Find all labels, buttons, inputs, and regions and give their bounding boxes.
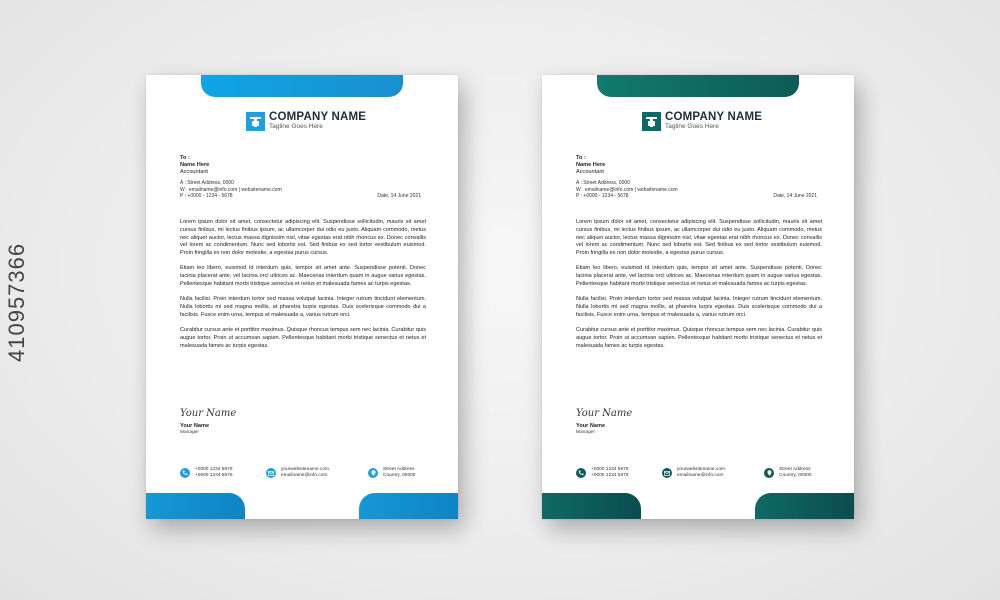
footer-address xyxy=(368,467,415,480)
footer-phone xyxy=(576,467,628,480)
top-accent-tab xyxy=(597,75,799,97)
bottom-left-accent xyxy=(146,493,245,519)
body-paragraph: Lorem ipsum dolor sit amet, consectetur adipiscing elit. Suspendisse sollicitudin, mauris sit amet cursus finibus, mi lectus finibus ipsum, ac ullamcorper dui odio eu justo. Aliquam commodo, metus nec aliquet auctor, lectus massa dignissim nisl, vitae egestas erat nibh rhoncus ex. Donec convallis vel lorem ac condimentum. Nunc sed lobortis est. Sed finibus ex sed tortor vestibulum euismod. Proin fringilla ex non dolor molestie, a egestas purus cursus. xyxy=(180,219,426,257)
signature-script: Your Name xyxy=(180,408,237,419)
footer-website: yourwebsitename.com xyxy=(677,467,725,472)
to-label: To : xyxy=(180,155,190,161)
footer-street: Street Address xyxy=(383,467,415,472)
logo-icon xyxy=(642,112,661,131)
phone-icon xyxy=(180,468,190,478)
signature-script: Your Name xyxy=(576,408,633,419)
signature-role: Manager xyxy=(576,430,595,435)
to-label: To : xyxy=(576,155,586,161)
body-paragraph: Lorem ipsum dolor sit amet, consectetur adipiscing elit. Suspendisse sollicitudin, mauris sit amet cursus finibus, mi lectus finibus ipsum, ac ullamcorper dui odio eu justo. Aliquam commodo, metus nec aliquet auctor, lectus massa dignissim nisl, vitae egestas erat nibh rhoncus ex. Donec convallis vel lorem ac condimentum. Nunc sed lobortis est. Sed finibus ex sed tortor vestibulum euismod. Proin fringilla ex non dolor molestie, a egestas purus cursus. xyxy=(576,219,822,257)
logo-icon xyxy=(246,112,265,131)
recipient-block xyxy=(576,155,605,176)
recipient-block xyxy=(180,155,209,176)
footer-email: emailname@info.com xyxy=(677,473,724,479)
company-logo xyxy=(246,111,366,131)
bottom-right-accent xyxy=(755,493,854,519)
letter-date: Date, 14 June 2021 xyxy=(377,193,421,199)
recipient-role: Accountant xyxy=(180,169,208,175)
footer-phone-1: +0000 1234 5678 xyxy=(591,467,629,472)
stock-id-text: 410957366 xyxy=(4,242,29,362)
top-accent-tab xyxy=(201,75,403,97)
footer-phone-2: +0000 1234 5678 xyxy=(195,473,233,479)
letter-date: Date, 14 June 2021 xyxy=(773,193,817,199)
address-line: A : Street Address, 0000 xyxy=(576,180,630,186)
footer-email: emailname@info.com xyxy=(281,473,328,479)
address-line: A : Street Address, 0000 xyxy=(180,180,234,186)
footer-website: yourwebsitename.com xyxy=(281,467,329,472)
address-block xyxy=(180,180,282,200)
signature-role: Manager xyxy=(180,430,199,435)
letterhead-teal xyxy=(542,75,854,519)
letter-body xyxy=(180,219,426,358)
body-paragraph: Curabitur cursus ante et porttitor maximus. Quisque rhoncus tempus sem nec lacinia. Curabitur quis augue tortor. Proin ut accumsan sapien. Pellentesque habitant morbi tristique senectus et netus et malesuada fames ac turpis egestas. xyxy=(576,327,822,349)
bottom-right-accent xyxy=(359,493,458,519)
location-icon xyxy=(764,468,774,478)
phone-icon xyxy=(576,468,586,478)
recipient-role: Accountant xyxy=(576,169,604,175)
footer-address xyxy=(764,467,811,480)
letter-body xyxy=(576,219,822,358)
footer-web xyxy=(266,467,329,480)
recipient-name: Name Here xyxy=(180,162,210,168)
signature-name: Your Name xyxy=(576,423,606,429)
body-paragraph: Nulla facilisi. Proin interdum tortor sed massa volutpat lacinia. Integer rutrum tincidunt elementum. Nulla lobortis mi sed magna mollis, at pharetra turpis egestas. Duis scelerisque commodo dui a facilisis. Fusce enim urna, tempus et malesuada a, varius rutrum orci. xyxy=(180,296,426,318)
body-paragraph: Nulla facilisi. Proin interdum tortor sed massa volutpat lacinia. Integer rutrum tincidunt elementum. Nulla lobortis mi sed magna mollis, at pharetra turpis egestas. Duis scelerisque commodo dui a facilisis. Fusce enim urna, tempus et malesuada a, varius rutrum orci. xyxy=(576,296,822,318)
mail-icon xyxy=(662,468,672,478)
company-logo xyxy=(642,111,762,131)
tagline: Tagline Goes Here xyxy=(665,123,719,130)
signature-name: Your Name xyxy=(180,423,210,429)
body-paragraph: Etiam leo libero, euismod id interdum quis, tempor sit amet ante. Suspendisse potenti. Donec lacinia placerat ante, vel lacinia orci ultrices ac. Maecenas interdum quam in augue varius egestas. Pellentesque habitant morbi tristique senectus et netus et malesuada fames ac turpis egestas. xyxy=(576,265,822,288)
phone-line: P : +0000 - 1234 - 5678 xyxy=(180,193,233,200)
footer-country: Country, 00000 xyxy=(779,473,812,479)
footer-country: Country, 00000 xyxy=(383,473,416,479)
recipient-name: Name Here xyxy=(576,162,606,168)
footer-phone-1: +0000 1234 5678 xyxy=(195,467,233,472)
web-line: W : emailname@info.com | websitename.com xyxy=(576,186,678,193)
company-name: COMPANY NAME xyxy=(665,111,763,123)
bottom-left-accent xyxy=(542,493,641,519)
body-paragraph: Curabitur cursus ante et porttitor maximus. Quisque rhoncus tempus sem nec lacinia. Curabitur quis augue tortor. Proin ut accumsan sapien. Pellentesque habitant morbi tristique senectus et netus et malesuada fames ac turpis egestas. xyxy=(180,327,426,349)
footer-phone-2: +0000 1234 5678 xyxy=(591,473,629,479)
mail-icon xyxy=(266,468,276,478)
location-icon xyxy=(368,468,378,478)
tagline: Tagline Goes Here xyxy=(269,123,323,130)
footer-phone xyxy=(180,467,232,480)
web-line: W : emailname@info.com | websitename.com xyxy=(180,186,282,193)
letterhead-blue xyxy=(146,75,458,519)
body-paragraph: Etiam leo libero, euismod id interdum quis, tempor sit amet ante. Suspendisse potenti. Donec lacinia placerat ante, vel lacinia orci ultrices ac. Maecenas interdum quam in augue varius egestas. Pellentesque habitant morbi tristique senectus et netus et malesuada fames ac turpis egestas. xyxy=(180,265,426,288)
footer-street: Street Address xyxy=(779,467,811,472)
footer-web xyxy=(662,467,725,480)
company-name: COMPANY NAME xyxy=(269,111,367,123)
phone-line: P : +0000 - 1234 - 5678 xyxy=(576,193,629,200)
address-block xyxy=(576,180,678,200)
